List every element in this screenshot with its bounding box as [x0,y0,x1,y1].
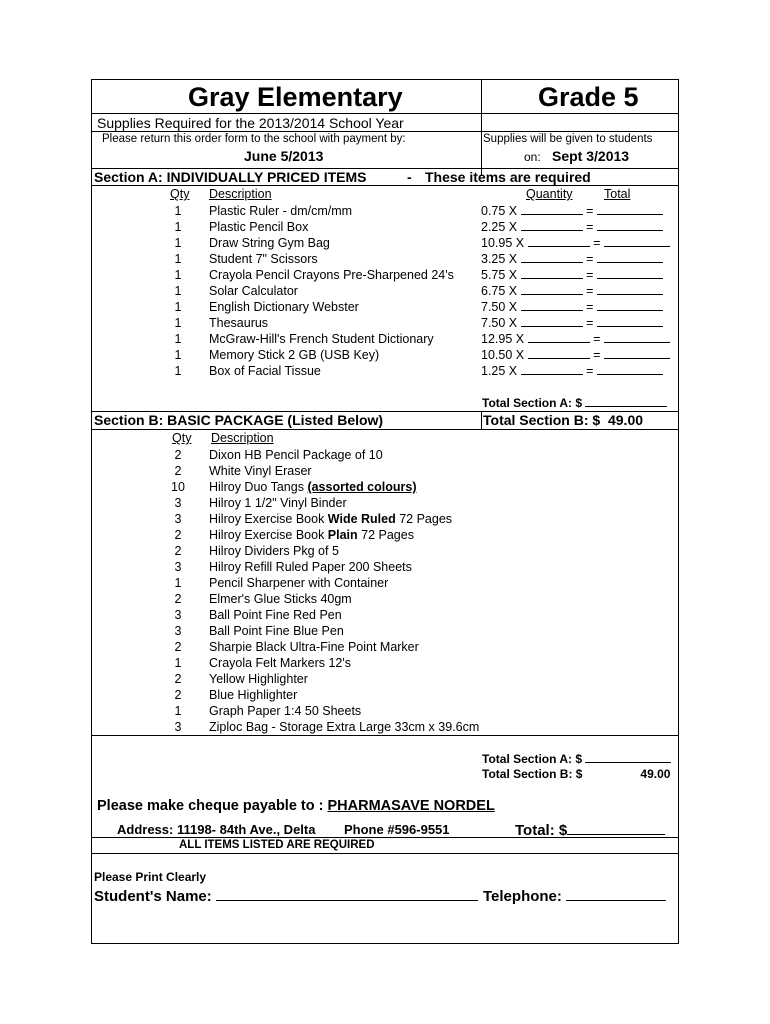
quantity-input[interactable] [521,219,583,231]
item-qty: 1 [174,656,182,670]
student-name-label: Student's Name: [94,886,478,905]
required-note: ALL ITEMS LISTED ARE REQUIRED [179,839,375,851]
emphasis-text: (assorted colours) [307,480,417,494]
total-input[interactable] [597,219,663,231]
address: Address: 11198- 84th Ave., Delta [117,822,316,837]
item-qty: 1 [174,364,182,378]
grade-title: Grade 5 [538,82,639,112]
quantity-input[interactable] [521,267,583,279]
quantity-input[interactable] [528,235,590,247]
grand-total: Total: $ [515,820,665,839]
item-price: 1.25 X = [481,363,663,379]
list-item [92,299,678,315]
list-item [92,315,678,331]
school-name: Gray Elementary [188,82,403,112]
section-a-note: These items are required [425,169,591,185]
item-price: 10.95 X = [481,235,670,251]
item-qty: 3 [174,624,182,638]
item-description: Plastic Ruler - dm/cm/mm [209,204,353,218]
item-description: Graph Paper 1:4 50 Sheets [209,704,362,718]
summary-total-b-value: 49.00 [640,767,671,781]
quantity-input[interactable] [528,347,590,359]
student-top-rule [92,853,678,854]
item-description: Crayola Felt Markers 12's [209,656,352,670]
item-description: White Vinyl Eraser [209,464,312,478]
section-a-total-field[interactable] [585,395,667,407]
total-input[interactable] [597,267,663,279]
item-description: Hilroy Exercise Book Plain 72 Pages [209,528,414,542]
item-description: Draw String Gym Bag [209,236,330,250]
list-item [92,495,678,511]
item-description: Sharpie Black Ultra-Fine Point Marker [209,640,419,654]
subtitle: Supplies Required for the 2013/2014 School Year [97,115,404,131]
item-description: Ziploc Bag - Storage Extra Large 33cm x 39.6cm [209,720,480,734]
list-item [92,447,678,463]
item-description: Hilroy Refill Ruled Paper 200 Sheets [209,560,412,574]
item-qty: 10 [171,480,185,494]
section-b-header-rule [92,429,678,430]
list-item [92,251,678,267]
item-description: Ball Point Fine Red Pen [209,608,342,622]
item-description: Ball Point Fine Blue Pen [209,624,344,638]
item-description: Elmer's Glue Sticks 40gm [209,592,352,606]
item-qty: 1 [174,204,182,218]
summary-total-a: Total Section A: $ [482,751,671,766]
list-item [92,527,678,543]
item-qty: 1 [174,220,182,234]
item-description: Box of Facial Tissue [209,364,321,378]
item-qty: 1 [174,704,182,718]
item-qty: 2 [174,544,182,558]
quantity-input[interactable] [521,283,583,295]
list-item [92,719,678,735]
item-description: Hilroy Duo Tangs (assorted colours) [209,480,417,494]
given-date: Sept 3/2013 [552,148,630,164]
list-item [92,203,678,219]
item-description: Hilroy Exercise Book Wide Ruled 72 Pages [209,512,453,526]
summary-top-rule [92,735,678,736]
item-qty: 3 [174,720,182,734]
item-qty: 2 [174,672,182,686]
item-qty: 2 [174,448,182,462]
section-b-desc-header: Description [211,431,274,445]
quantity-input[interactable] [521,315,583,327]
item-description: Dixon HB Pencil Package of 10 [209,448,383,462]
list-item [92,591,678,607]
item-qty: 1 [174,236,182,250]
item-description: English Dictionary Webster [209,300,359,314]
item-qty: 3 [174,496,182,510]
item-description: Student 7" Scissors [209,252,318,266]
section-a-dash: - [407,169,412,185]
payee-name: PHARMASAVE NORDEL [327,798,495,814]
section-b-qty-header: Qty [172,431,192,445]
item-price: 6.75 X = [481,283,663,299]
list-item [92,703,678,719]
total-input[interactable] [597,299,663,311]
item-price: 7.50 X = [481,315,663,331]
item-qty: 2 [174,640,182,654]
item-description: Thesaurus [209,316,269,330]
list-item [92,607,678,623]
section-a-qty-header: Qty [170,187,190,201]
item-qty: 2 [174,592,182,606]
total-input[interactable] [597,251,663,263]
order-form [91,79,679,944]
section-a-desc-header: Description [209,187,272,201]
section-b-divider [481,411,482,429]
item-qty: 1 [174,252,182,266]
item-qty: 2 [174,688,182,702]
item-description: Pencil Sharpener with Container [209,576,389,590]
given-note: Supplies will be given to students [483,133,653,145]
list-item [92,363,678,379]
subtitle-rule [92,131,678,132]
section-b-total-value: 49.00 [607,412,644,428]
print-note: Please Print Clearly [94,870,207,884]
total-input[interactable] [597,315,663,327]
return-date: June 5/2013 [244,148,324,164]
list-item [92,543,678,559]
list-item [92,219,678,235]
telephone-field[interactable] [566,886,666,901]
item-description: Plastic Pencil Box [209,220,309,234]
item-qty: 2 [174,528,182,542]
list-item [92,671,678,687]
item-description: Blue Highlighter [209,688,298,702]
item-price: 12.95 X = [481,331,670,347]
emphasis-text: Plain [327,528,358,542]
list-item [92,347,678,363]
summary-total-a-field[interactable] [585,751,671,763]
section-a-total-header: Total [604,187,631,201]
list-item [92,575,678,591]
item-qty: 1 [174,284,182,298]
list-item [92,463,678,479]
list-item [92,283,678,299]
item-qty: 1 [174,268,182,282]
list-item [92,331,678,347]
item-price: 7.50 X = [481,299,663,315]
cheque-line: Please make cheque payable to : PHARMASAVE NORDEL [97,798,495,814]
header-rule [92,113,678,114]
item-description: Solar Calculator [209,284,298,298]
item-price: 10.50 X = [481,347,670,363]
list-item [92,655,678,671]
list-item [92,559,678,575]
total-input[interactable] [604,235,670,247]
given-on-label: on: [524,150,541,164]
item-qty: 1 [174,332,182,346]
quantity-input[interactable] [521,363,583,375]
summary-total-b: Total Section B: $ 49.00 [482,767,671,781]
section-a-total-label: Total Section A: $ [482,395,667,410]
quantity-input[interactable] [521,203,583,215]
item-price: 0.75 X = [481,203,663,219]
section-a-title: Section A: INDIVIDUALLY PRICED ITEMS [94,169,367,185]
section-a-header-rule [92,185,678,186]
total-input[interactable] [597,363,663,375]
item-description: Memory Stick 2 GB (USB Key) [209,348,380,362]
item-qty: 3 [174,560,182,574]
return-note: Please return this order form to the school with payment by: [102,133,406,145]
item-qty: 3 [174,608,182,622]
student-name-field[interactable] [216,886,478,901]
item-qty: 1 [174,576,182,590]
item-qty: 1 [174,348,182,362]
list-item [92,639,678,655]
total-input[interactable] [604,331,670,343]
item-price: 3.25 X = [481,251,663,267]
item-qty: 1 [174,300,182,314]
section-b-title: Section B: BASIC PACKAGE (Listed Below) [94,412,384,428]
quantity-input[interactable] [521,251,583,263]
list-item [92,267,678,283]
list-item [92,623,678,639]
telephone-label: Telephone: [483,886,666,905]
quantity-input[interactable] [528,331,590,343]
item-description: Yellow Highlighter [209,672,308,686]
item-qty: 3 [174,512,182,526]
quantity-input[interactable] [521,299,583,311]
total-input[interactable] [604,347,670,359]
payment-rule [92,837,678,838]
list-item [92,687,678,703]
list-item [92,479,678,495]
item-qty: 2 [174,464,182,478]
list-item [92,235,678,251]
phone: Phone #596-9551 [344,822,450,837]
item-description: Hilroy Dividers Pkg of 5 [209,544,339,558]
total-input[interactable] [597,283,663,295]
item-qty: 1 [174,316,182,330]
header-divider [481,80,482,176]
item-price: 5.75 X = [481,267,663,283]
list-item [92,511,678,527]
item-description: Hilroy 1 1/2" Vinyl Binder [209,496,347,510]
section-b-total-label: Total Section B: $ 49.00 [483,412,644,428]
section-a-quantity-header: Quantity [526,187,573,201]
total-input[interactable] [597,203,663,215]
item-price: 2.25 X = [481,219,663,235]
emphasis-text: Wide Ruled [327,512,396,526]
grand-total-field[interactable] [567,820,665,835]
item-description: Crayola Pencil Crayons Pre-Sharpened 24's [209,268,454,282]
item-description: McGraw-Hill's French Student Dictionary [209,332,434,346]
